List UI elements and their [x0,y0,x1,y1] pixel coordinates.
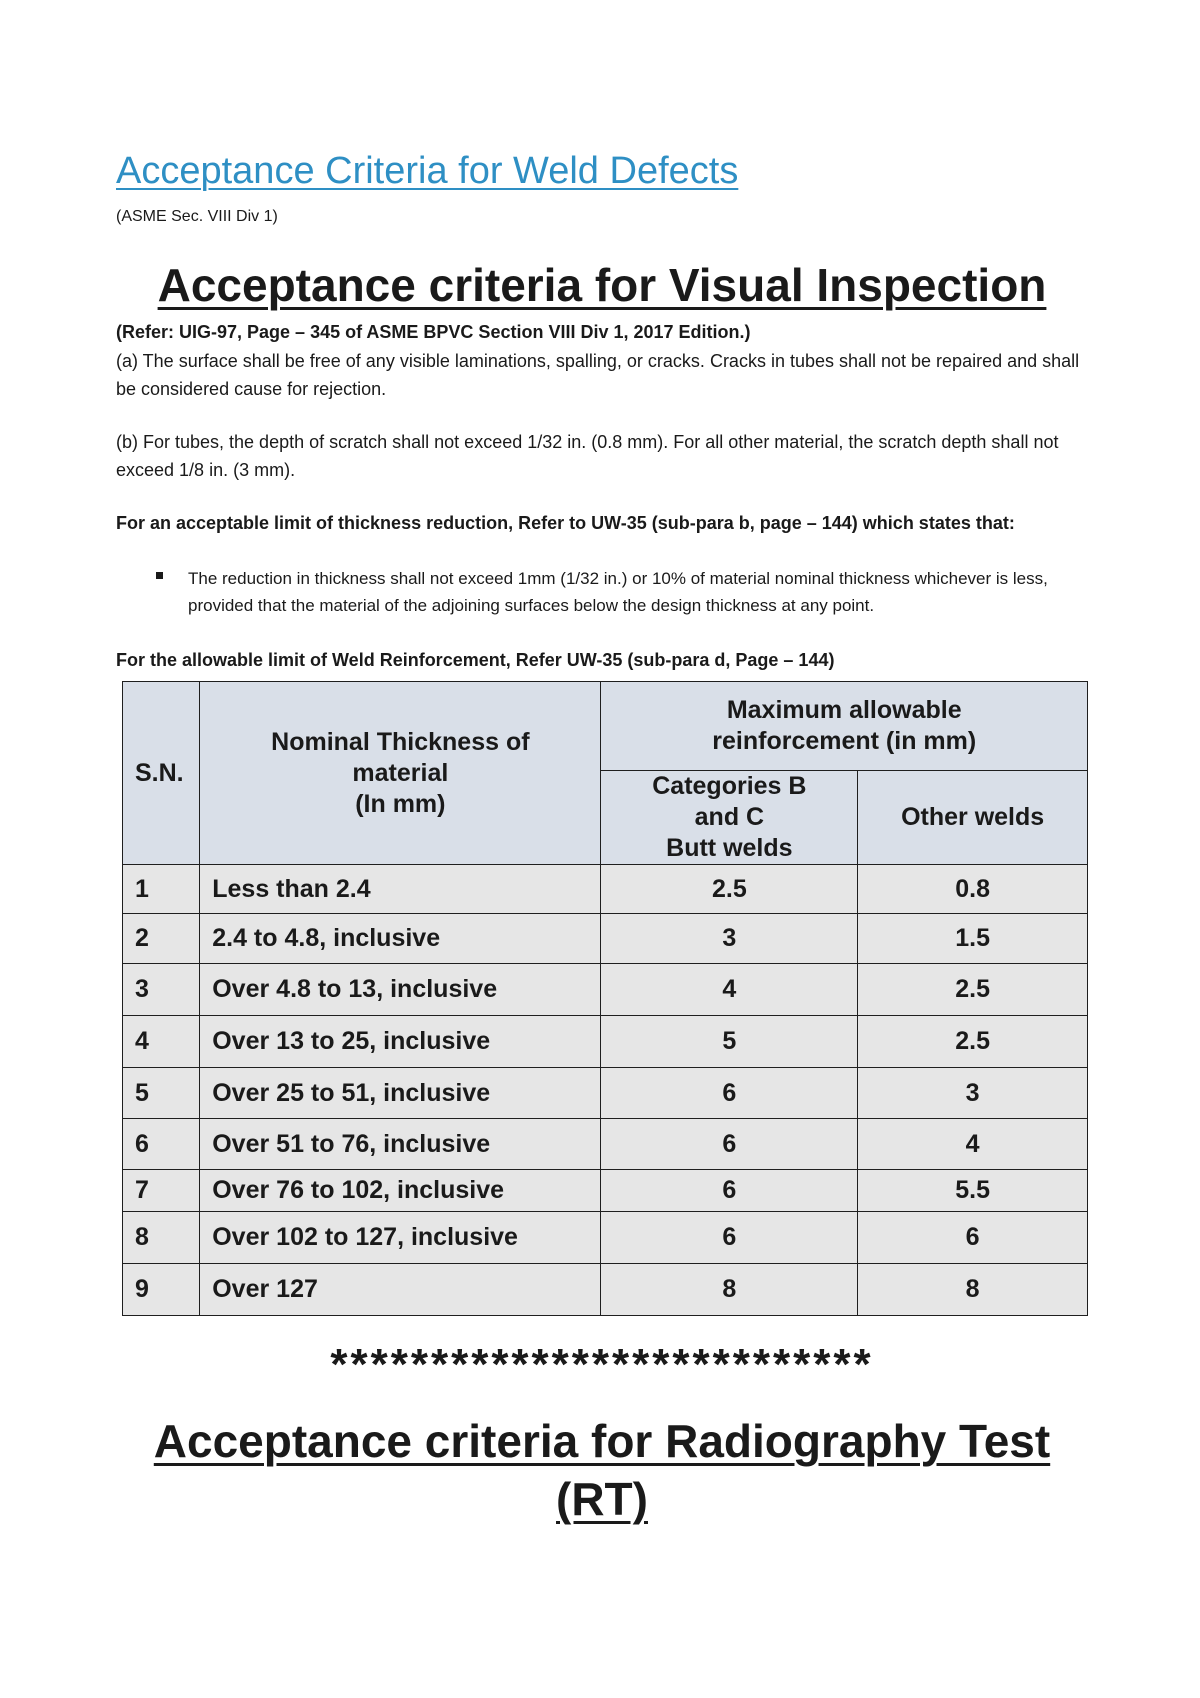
header-max-reinforcement [601,682,1088,771]
cell-other: 5.5 [858,1170,1088,1212]
cell-cat-bc: 3 [601,914,858,964]
cell-other: 3 [858,1068,1088,1119]
cell-other: 1.5 [858,914,1088,964]
cell-sn: 7 [123,1170,200,1212]
cell-cat-bc: 6 [601,1119,858,1170]
cell-sn: 4 [123,1016,200,1068]
cell-other: 4 [858,1119,1088,1170]
header-nominal-thickness [200,682,601,865]
cell-thickness: Over 76 to 102, inclusive [200,1170,601,1212]
bullet-item [116,565,1088,619]
cell-thickness: Less than 2.4 [200,865,601,914]
cell-sn: 8 [123,1212,200,1264]
reinforcement-table [122,681,1088,1316]
header-categories-bc [601,771,858,865]
paragraph-a: (a) The surface shall be free of any visible laminations, spalling, or cracks. Cracks in tubes shall not be repaired and shall be considered cause for rejection. [116,351,1080,399]
cell-other: 6 [858,1212,1088,1264]
header-thickness-line: (In mm) [355,789,446,818]
cell-sn: 2 [123,914,200,964]
cell-thickness: Over 51 to 76, inclusive [200,1119,601,1170]
reference-line: (Refer: UIG-97, Page – 345 of ASME BPVC Section VIII Div 1, 2017 Edition.) [116,322,751,342]
header-max-line: Maximum allowable [726,696,962,724]
table-row [123,865,1088,914]
cell-cat-bc: 2.5 [601,865,858,914]
square-bullet-icon [156,572,163,579]
table-row [123,914,1088,964]
header-other-welds: Other welds [858,771,1088,865]
cell-cat-bc: 6 [601,1212,858,1264]
cell-cat-bc: 6 [601,1068,858,1119]
header-thickness-line: material [352,758,449,787]
document-title[interactable]: Acceptance Criteria for Weld Defects [116,150,739,192]
cell-thickness: Over 127 [200,1264,601,1316]
radiography-heading [116,1412,1088,1528]
header-thickness-line: Nominal Thickness of [271,727,530,756]
header-cat-line: and C [694,803,765,831]
table-row [123,1068,1088,1119]
header-cat-line: Categories B [652,772,807,800]
cell-sn: 5 [123,1068,200,1119]
header-max-line: reinforcement (in mm) [712,727,977,755]
table-row [123,1119,1088,1170]
table-row [123,1170,1088,1212]
table-row [123,1016,1088,1068]
reinforcement-table-intro: For the allowable limit of Weld Reinforcement, Refer UW-35 (sub-para d, Page – 144) [116,650,835,670]
table-row [123,1264,1088,1316]
bullet-text: The reduction in thickness shall not exceed 1mm (1/32 in.) or 10% of material nominal thickness whichever is less, provided that the material of the adjoining surfaces below the design thickness at any point. [188,569,1048,615]
table-row [123,964,1088,1016]
cell-thickness: Over 25 to 51, inclusive [200,1068,601,1119]
cell-cat-bc: 8 [601,1264,858,1316]
header-cat-line: Butt welds [666,834,793,862]
cell-sn: 6 [123,1119,200,1170]
visual-inspection-heading: Acceptance criteria for Visual Inspection [157,259,1047,311]
cell-cat-bc: 6 [601,1170,858,1212]
cell-thickness: Over 4.8 to 13, inclusive [200,964,601,1016]
section-separator: *************************** [330,1340,874,1389]
document-subtitle: (ASME Sec. VIII Div 1) [116,208,278,225]
thickness-reduction-intro: For an acceptable limit of thickness reduction, Refer to UW-35 (sub-para b, page – 144) which states that: [116,513,1015,533]
radiography-heading-line: Acceptance criteria for Radiography Test [153,1415,1051,1467]
cell-other: 8 [858,1264,1088,1316]
cell-other: 0.8 [858,865,1088,914]
paragraph-b: (b) For tubes, the depth of scratch shall not exceed 1/32 in. (0.8 mm). For all other material, the scratch depth shall not exceed 1/8 in. (3 mm). [116,432,1059,480]
cell-thickness: Over 13 to 25, inclusive [200,1016,601,1068]
cell-sn: 1 [123,865,200,914]
cell-cat-bc: 4 [601,964,858,1016]
cell-other: 2.5 [858,1016,1088,1068]
cell-other: 2.5 [858,964,1088,1016]
table-row [123,1212,1088,1264]
cell-sn: 3 [123,964,200,1016]
cell-thickness: Over 102 to 127, inclusive [200,1212,601,1264]
cell-thickness: 2.4 to 4.8, inclusive [200,914,601,964]
cell-sn: 9 [123,1264,200,1316]
radiography-heading-line: (RT) [556,1473,648,1525]
header-sn: S.N. [123,682,200,865]
cell-cat-bc: 5 [601,1016,858,1068]
